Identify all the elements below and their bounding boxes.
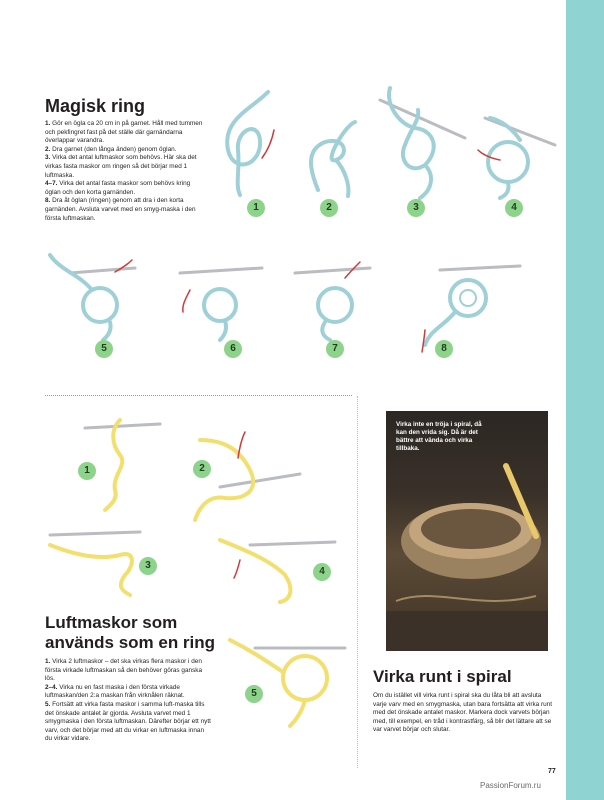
step-paragraph: 2–4. Virka nu en fast maska i den första virkade luftmaskan/den 2:a maskan från virknålen räknat. [45,683,185,700]
step-badge-2: 2 [320,199,338,217]
section-title-chain-ring: Luftmaskor som används som en ring [45,613,216,652]
chain-ring-step-2-drawing [195,432,300,520]
section-divider [45,395,352,396]
step-badge-1: 1 [247,199,265,217]
magic-ring-step-8-drawing [422,266,520,352]
chain-ring-step-1-drawing [85,420,160,510]
step-paragraph: 8. Dra åt öglan (ringen) genom att dra i den korta garnänden. Avsluta varvet med en smyg-maska i den första luftmaskan. [45,197,196,222]
magic-ring-step-2-drawing [311,122,355,196]
chain-step-badge-5: 5 [245,685,263,703]
step-paragraph: 2. Dra garnet (den långa änden) genom öglan. [45,145,177,153]
step-badge-3: 3 [407,199,425,217]
step-badge-8: 8 [435,340,453,358]
chain-step-badge-4: 4 [313,563,331,581]
magic-ring-step-4-drawing [478,118,555,198]
step-paragraph: 1. Virka 2 luftmaskor – det ska virkas flera maskor i den första virkade luftmaskan så den behöver göras ganska lös. [45,658,203,683]
spiral-instructions: Om du istället vill virka runt i spiral ska du låta bli att avsluta varje varv med en smygmaska, utan bara fortsätta att virka runt med det önskade antalet maskor. Markera dock varvets början med, till exempel, en tråd i kontrastfärg, så blir det lättare att se var varvet börjar och slutar. [373,692,553,734]
step-paragraph: 4–7. Virka det antal fasta maskor som behövs kring öglan och den korta garnänden. [45,180,191,196]
magic-ring-instructions [45,120,205,223]
watermark: PassionForum.ru [480,781,541,790]
crochet-basket-photo [386,411,548,651]
step-badge-7: 7 [326,340,344,358]
magic-ring-step-6-drawing [180,268,262,340]
magic-ring-step-5-drawing [50,255,135,340]
photo-caption: Virka inte en tröja i spiral, då kan den vrida sig. Då är det bättre att vända och virka tillbaka. [396,421,482,452]
step-paragraph: 5. Fortsätt att virka fasta maskor i samma luft-maska tills det önskade antalet är gjorda. Avsluta varvet med 1 smygmaska i den första luftmaskan. Därefter börjar ett nytt varv, och det börjar med att du virkar en luftmaska innan du virkar vidare. [45,700,211,743]
chain-ring-step-3-drawing [50,532,140,595]
column-divider [357,396,358,768]
step-badge-4: 4 [505,199,523,217]
step-paragraph: 1. Gör en ögla ca 20 cm in på garnet. Håll med tummen och pekfingret fast på det ställe där garnändarna överlappar varandra. [45,120,203,145]
chain-step-badge-1: 1 [78,462,96,480]
chain-ring-instructions [45,658,211,744]
section-title-magic-ring: Magisk ring [45,96,146,116]
section-title-spiral: Virka runt i spiral [373,667,512,686]
chain-step-badge-3: 3 [139,557,157,575]
step-badge-5: 5 [95,340,113,358]
step-badge-6: 6 [224,340,242,358]
chain-ring-step-5-drawing [230,640,345,726]
chain-step-badge-2: 2 [193,460,211,478]
magic-ring-step-1-drawing [227,92,274,195]
magic-ring-step-3-drawing [380,88,465,198]
page-number: 77 [548,768,556,775]
magic-ring-step-7-drawing [295,262,370,340]
step-paragraph: 3. Virka det antal luftmaskor som behövs. Här ska det virkas fasta maskor om ringen så det börjar med 1 luftmaska. [45,154,197,179]
